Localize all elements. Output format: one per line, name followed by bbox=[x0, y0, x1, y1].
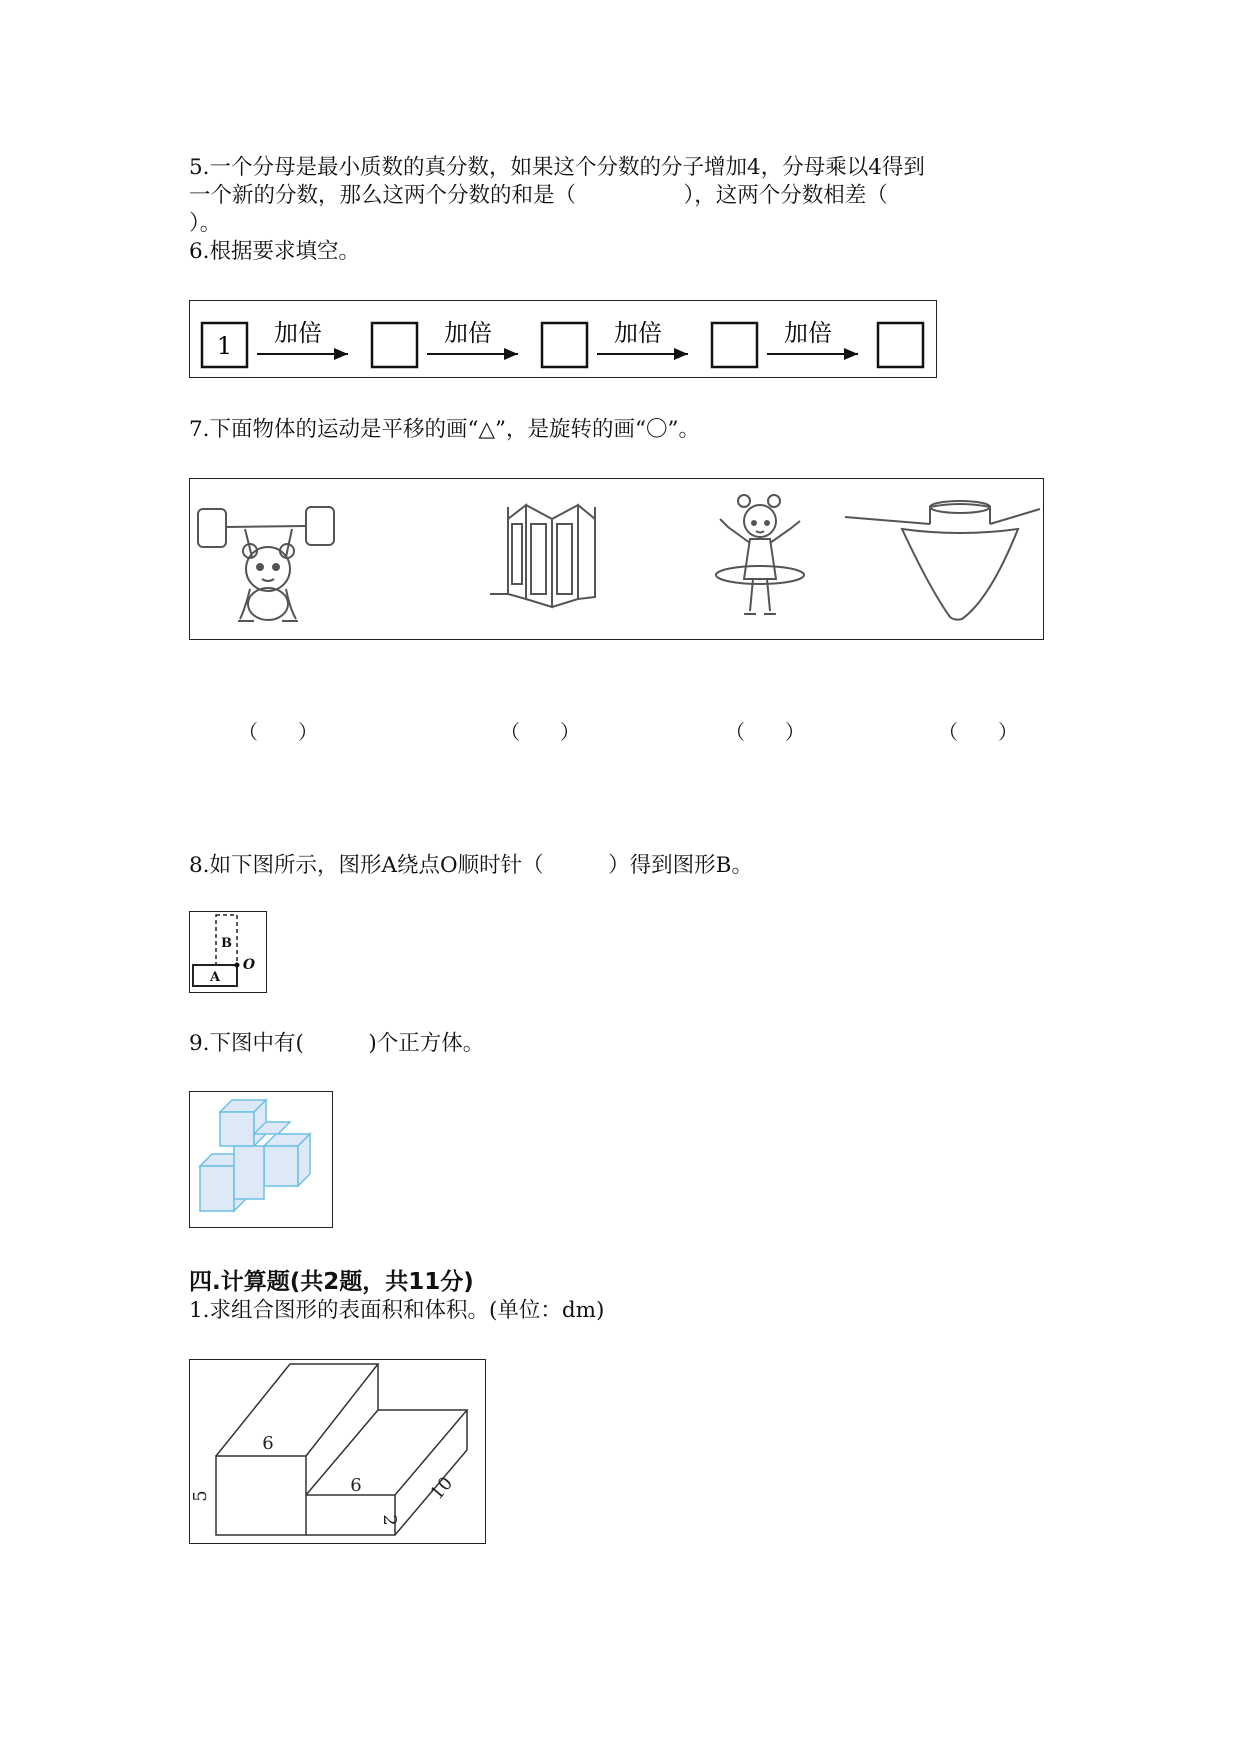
dim-top-width: 6 bbox=[262, 1433, 274, 1454]
shape-a-label: A bbox=[209, 970, 221, 985]
answer-paren-4[interactable]: （ ） bbox=[938, 720, 1018, 744]
pivot-label: O bbox=[242, 957, 256, 973]
question-5-line-3: ）。 bbox=[189, 211, 222, 236]
question-5-line-2: 一个新的分数，那么这两个分数的和是（ ），这两个分数相差（ bbox=[189, 183, 888, 208]
question-9-text: 9.下图中有( )个正方体。 bbox=[189, 1031, 485, 1056]
answer-box-4[interactable] bbox=[878, 323, 923, 367]
answer-box-1[interactable] bbox=[372, 323, 417, 367]
dim-depth: 10 bbox=[426, 1472, 458, 1504]
answer-paren-2[interactable]: （ ） bbox=[500, 720, 580, 744]
folding-door-image bbox=[490, 505, 595, 607]
doubling-sequence-figure bbox=[189, 300, 937, 378]
answer-paren-3[interactable]: （ ） bbox=[725, 720, 805, 744]
calc-question-1-text: 1.求组合图形的表面积和体积。(单位：dm) bbox=[189, 1298, 605, 1323]
weightlifter-panda-image bbox=[198, 507, 334, 621]
double-arrow-1 bbox=[257, 319, 348, 354]
shape-b-label: B bbox=[221, 936, 232, 951]
cubes-figure bbox=[189, 1091, 333, 1228]
section-4-heading: 四.计算题(共2题，共11分) bbox=[189, 1269, 474, 1295]
hula-hoop-girl-image bbox=[716, 495, 804, 614]
question-8-text: 8.如下图所示，图形A绕点O顺时针（ ）得到图形B。 bbox=[189, 853, 753, 878]
rotation-figure bbox=[189, 911, 267, 993]
cube-middle bbox=[234, 1146, 264, 1199]
dim-step-height: 2 bbox=[379, 1514, 400, 1526]
answer-box-3[interactable] bbox=[712, 323, 757, 367]
cube-top bbox=[220, 1100, 266, 1146]
step-block-side bbox=[395, 1410, 467, 1535]
cube-right bbox=[264, 1134, 310, 1186]
arrow-label-1: 加倍 bbox=[274, 319, 322, 347]
double-arrow-4 bbox=[767, 319, 858, 354]
dim-left-height: 5 bbox=[190, 1490, 211, 1502]
arrow-label-3: 加倍 bbox=[614, 319, 662, 347]
spinning-top-image bbox=[845, 501, 1040, 620]
pivot-point bbox=[235, 963, 240, 968]
question-5-line-1: 5.一个分母是最小质数的真分数，如果这个分数的分子增加4，分母乘以4得到 bbox=[189, 155, 925, 180]
answer-box-2[interactable] bbox=[542, 323, 587, 367]
dim-step-width: 6 bbox=[350, 1475, 362, 1496]
arrow-label-4: 加倍 bbox=[784, 319, 832, 347]
start-value: 1 bbox=[216, 332, 233, 360]
tall-block-front bbox=[216, 1456, 306, 1535]
sequence-box-start bbox=[202, 323, 247, 367]
question-6-text: 6.根据要求填空。 bbox=[189, 239, 361, 264]
double-arrow-3 bbox=[597, 319, 688, 354]
answer-paren-1[interactable]: （ ） bbox=[238, 720, 318, 744]
composite-solid-figure bbox=[189, 1359, 486, 1544]
double-arrow-2 bbox=[427, 319, 518, 354]
tall-block-top bbox=[216, 1364, 378, 1456]
motion-pictures-figure bbox=[189, 478, 1044, 640]
question-7-text: 7.下面物体的运动是平移的画“△”，是旋转的画“〇”。 bbox=[189, 417, 701, 442]
arrow-label-2: 加倍 bbox=[444, 319, 492, 347]
